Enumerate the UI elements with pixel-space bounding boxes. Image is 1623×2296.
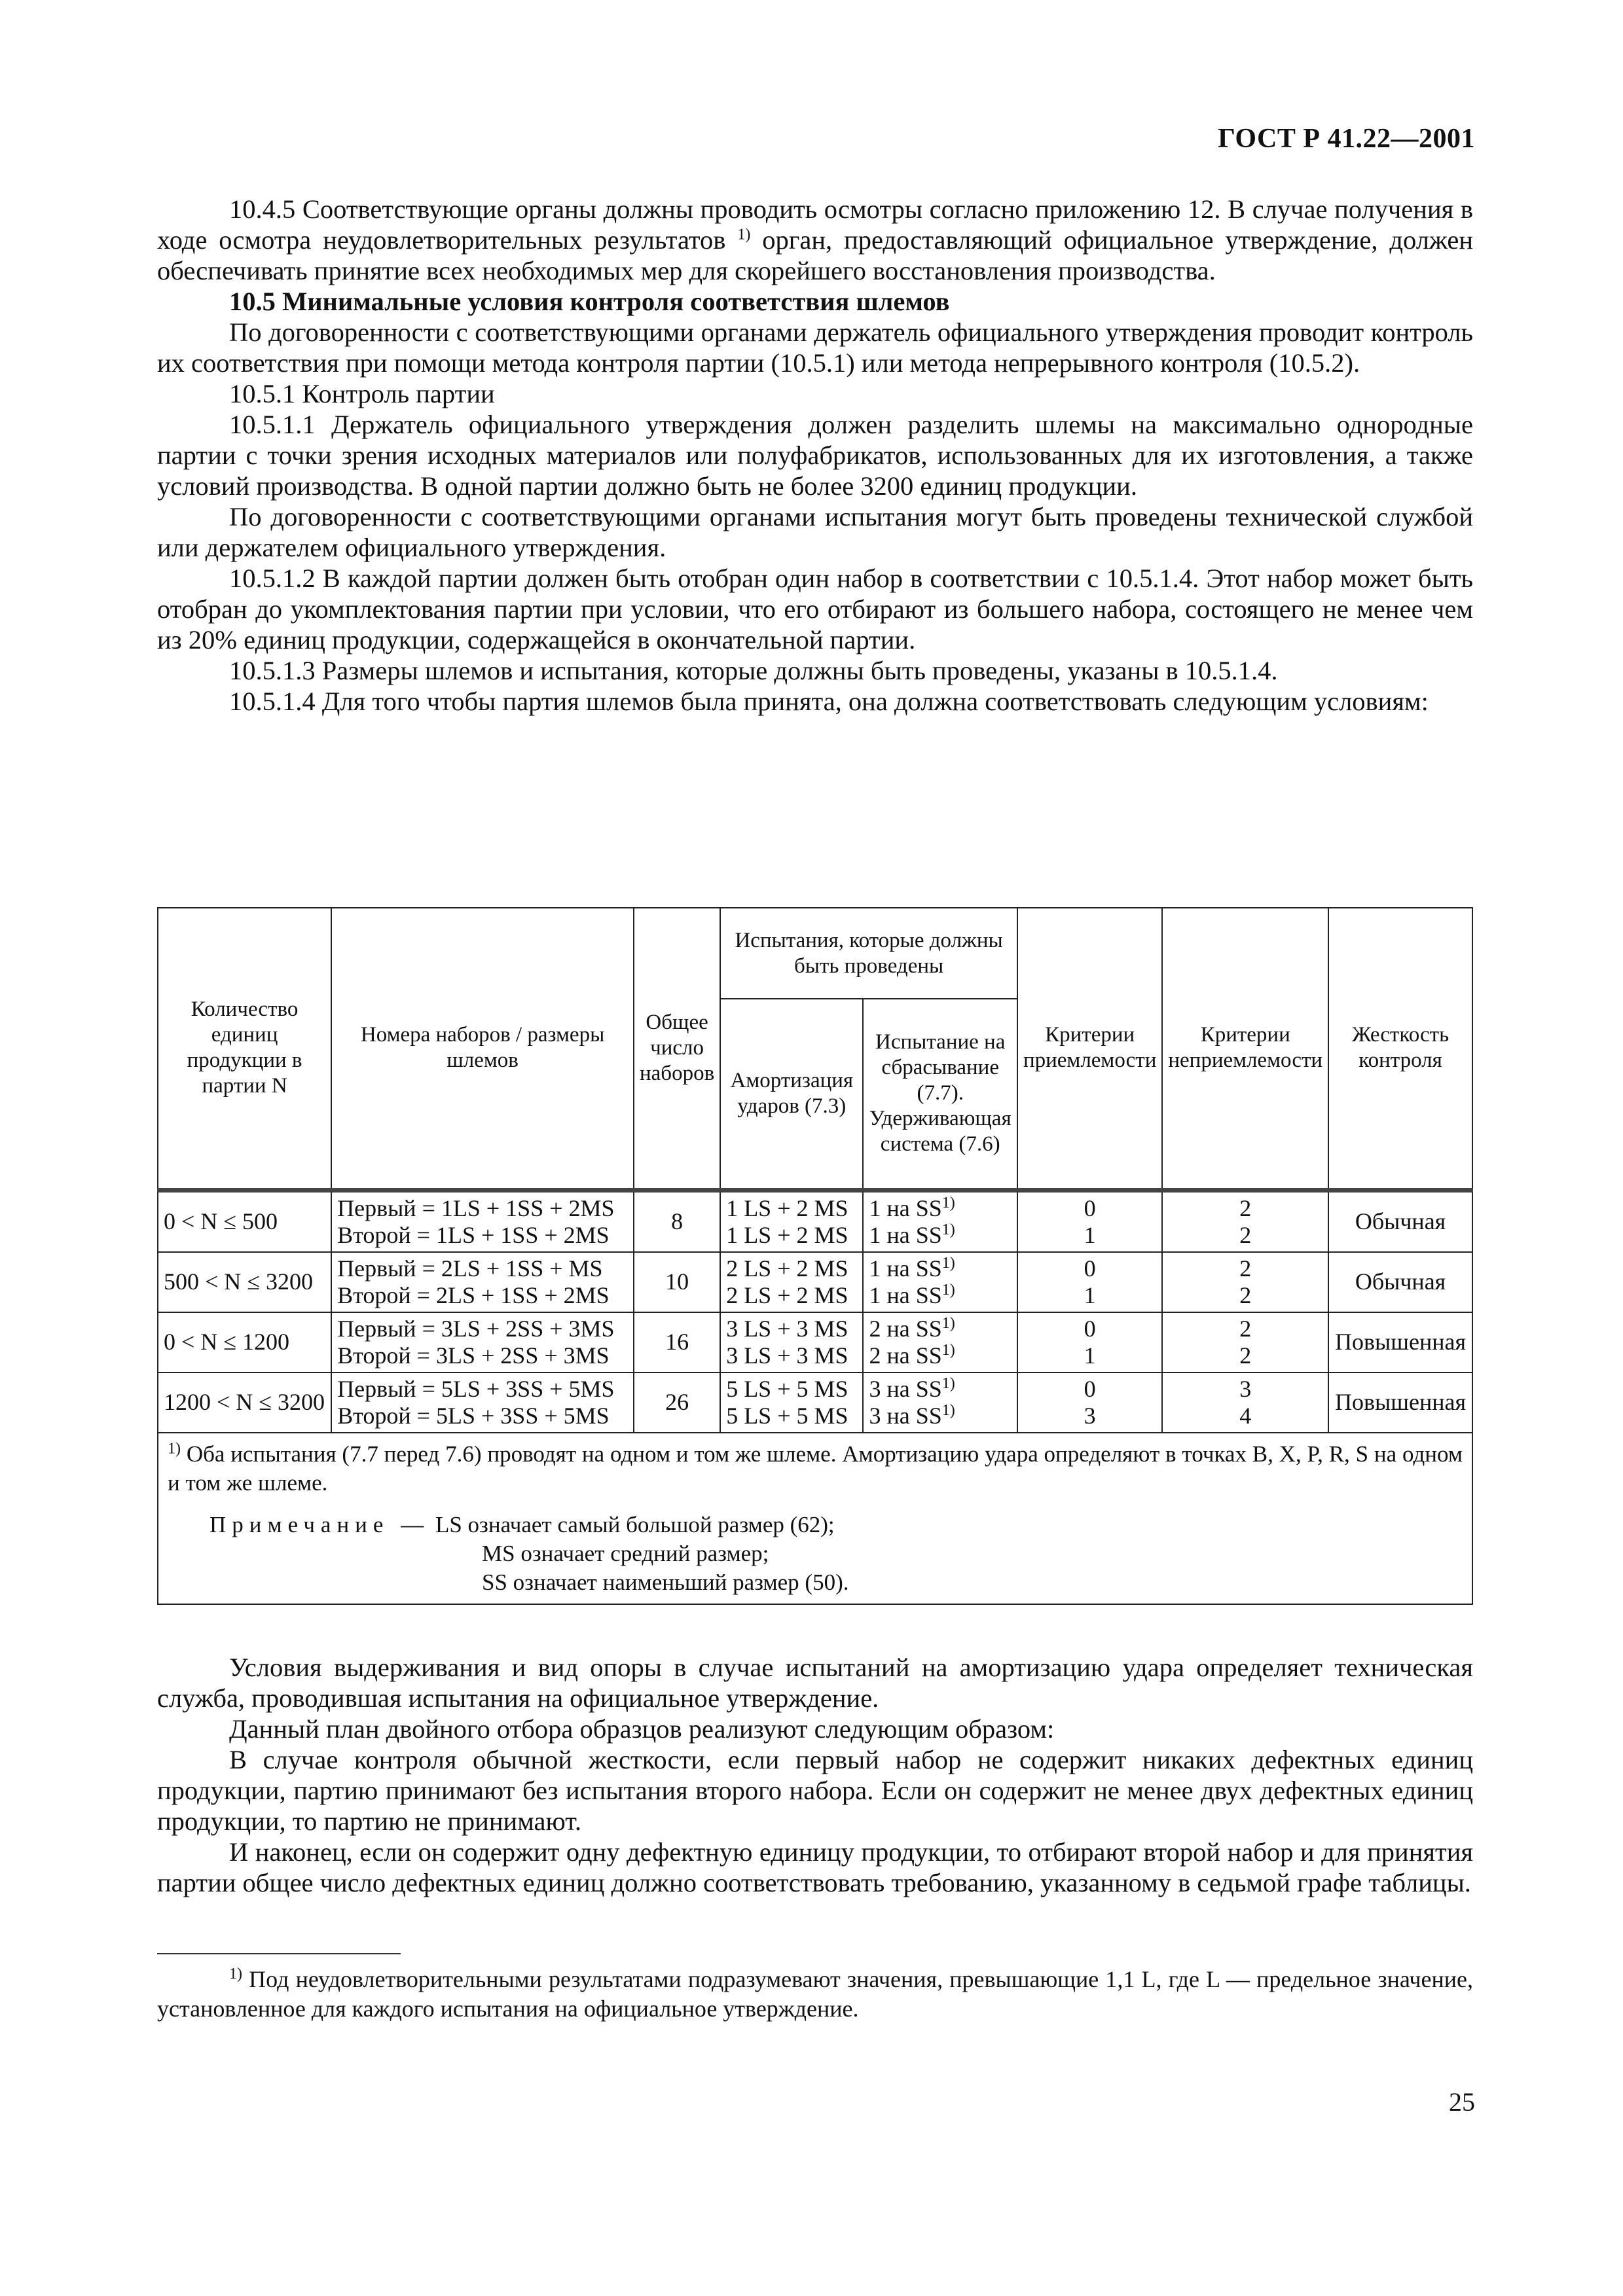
paragraph: 10.5.1.2 В каждой партии должен быть отобран один набор в соответствии с 10.5.1.4. Этот набор может быть отобран до укомплектования партии при условии, что его отбирают из большего набора, состоящего не менее чем из 20% единиц продукции, содержащейся в окончательной партии. [157, 564, 1473, 655]
table-row [158, 1312, 1472, 1372]
header-quantity: Количество единиц продукции в партии N [158, 908, 331, 1190]
paragraph: 10.5.1.4 Для того чтобы партия шлемов была принята, она должна соответствовать следующим условиям: [229, 687, 1429, 716]
table-row [158, 1252, 1472, 1312]
header-sets: Номера наборов / размеры шлемов [331, 908, 634, 1190]
cell-drop: 3 на SS$^{1)}$ 3 на SS$^{1)}$ [863, 1372, 1017, 1433]
footnote-mark: 1) [737, 226, 751, 243]
cell-severity: Обычная [1328, 1252, 1472, 1312]
header-reject: Критерии неприемлемости [1162, 908, 1328, 1190]
header-tests-group: Испытания, которые должны быть проведены [720, 908, 1017, 999]
cell-drop: 2 на SS$^{1)}$ 2 на SS$^{1)}$ [863, 1312, 1017, 1372]
cell-reject: 2 2 [1162, 1312, 1328, 1372]
header-accept: Критерии приемлемости [1017, 908, 1162, 1190]
paragraph: В случае контроля обычной жесткости, если первый набор не содержит никаких дефектных единиц продукции, партию принимают без испытания второго набора. Если он содержит не менее двух дефектных единиц продукции, то партию не принимают. [157, 1745, 1473, 1836]
header-shock: Амортизация ударов (7.3) [720, 999, 863, 1190]
cell-drop: 1 на SS$^{1)}$ 1 на SS$^{1)}$ [863, 1190, 1017, 1252]
cell-reject: 2 2 [1162, 1252, 1328, 1312]
paragraph: 10.5.1 Контроль партии [229, 379, 495, 408]
cell-shock: 1 LS + 2 MS 1 LS + 2 MS [720, 1190, 863, 1252]
header-total: Общее число наборов [634, 908, 720, 1190]
cell-quantity: 0 < N ≤ 500 [158, 1190, 331, 1252]
cell-shock: 2 LS + 2 MS 2 LS + 2 MS [720, 1252, 863, 1312]
cell-quantity: 0 < N ≤ 1200 [158, 1312, 331, 1372]
cell-accept: 0 3 [1017, 1372, 1162, 1433]
cell-shock: 3 LS + 3 MS 3 LS + 3 MS [720, 1312, 863, 1372]
note-label: Примечание — [210, 1511, 430, 1537]
cell-sets: Первый = 5LS + 3SS + 5MS Второй = 5LS + 3SS + 5MS [331, 1372, 634, 1433]
table-row [158, 1372, 1472, 1433]
cell-reject: 2 2 [1162, 1190, 1328, 1252]
section-heading-10-5: 10.5 Минимальные условия контроля соответствия шлемов [229, 287, 950, 316]
cell-drop: 1 на SS$^{1)}$ 1 на SS$^{1)}$ [863, 1252, 1017, 1312]
cell-shock: 5 LS + 5 MS 5 LS + 5 MS [720, 1372, 863, 1433]
cell-quantity: 1200 < N ≤ 3200 [158, 1372, 331, 1433]
paragraph: 10.5.1.1 Держатель официального утверждения должен разделить шлемы на максимально однородные партии с точки зрения исходных материалов или полуфабрикатов, использованных для их изготовления, а также условий производства. В одной партии должно быть не более 3200 единиц продукции. [157, 410, 1473, 501]
cell-severity: Обычная [1328, 1190, 1472, 1252]
table-note: Примечание — LS означает самый большой размер (62); MS означает средний размер; SS означает наименьший размер (50). [210, 1511, 849, 1595]
cell-sets: Первый = 2LS + 1SS + MS Второй = 2LS + 1SS + 2MS [331, 1252, 634, 1312]
paragraph: По договоренности с соответствующими органами держатель официального утверждения проводит контроль их соответствия при помощи метода контроля партии (10.5.1) или метода непрерывного контроля (10.5.2). [157, 317, 1473, 378]
cell-total: 10 [634, 1252, 720, 1312]
paragraph: Условия выдерживания и вид опоры в случае испытаний на амортизацию удара определяет техническая служба, проводившая испытания на официальное утверждение. [157, 1653, 1473, 1713]
cell-quantity: 500 < N ≤ 3200 [158, 1252, 331, 1312]
paragraph-10-4-5: 10.4.5 Соответствующие органы должны проводить осмотры согласно приложению 12. В случае получения в ходе осмотра неудовлетворительных результатов $^{1)}$ орган, предоставляющий официальное утверждение, должен обеспечивать принятие всех необходимых мер для скорейшего восстановления производства. [157, 194, 1474, 285]
cell-accept: 0 1 [1017, 1312, 1162, 1372]
paragraph: 10.5.1.3 Размеры шлемов и испытания, которые должны быть проведены, указаны в 10.5.1.4. [229, 656, 1278, 685]
inspection-table [157, 907, 1473, 1605]
paragraph: Данный план двойного отбора образцов реализуют следующим образом: [229, 1714, 1055, 1744]
cell-sets: Первый = 1LS + 1SS + 2MS Второй = 1LS + 1SS + 2MS [331, 1190, 634, 1252]
page-number: 25 [1449, 2087, 1475, 2117]
paragraph: По договоренности с соответствующими органами испытания могут быть проведены технической службой или держателем официального утверждения. [157, 502, 1473, 562]
body-text-top [157, 194, 1473, 717]
header-drop: Испытание на сбрасывание (7.7). Удерживающая система (7.6) [863, 999, 1017, 1190]
table-footnote-cell [158, 1433, 1472, 1604]
table-row [158, 1190, 1472, 1252]
paragraph: И наконец, если он содержит одну дефектную единицу продукции, то отбирают второй набор и для принятия партии общее число дефектных единиц должно соответствовать требованию, указанному в седьмой графе таблицы. [157, 1837, 1473, 1897]
cell-total: 26 [634, 1372, 720, 1433]
cell-reject: 3 4 [1162, 1372, 1328, 1433]
cell-severity: Повышенная [1328, 1312, 1472, 1372]
cell-accept: 0 1 [1017, 1252, 1162, 1312]
footnote-divider [157, 1953, 401, 1954]
cell-total: 16 [634, 1312, 720, 1372]
table-footnote: $^{1)}$ Оба испытания (7.7 перед 7.6) проводят на одном и том же шлеме. Амортизацию удара определяют в точках B, X, P, R, S на одном и том же шлеме. [168, 1439, 1463, 1496]
cell-total: 8 [634, 1190, 720, 1252]
cell-sets: Первый = 3LS + 2SS + 3MS Второй = 3LS + 2SS + 3MS [331, 1312, 634, 1372]
cell-accept: 0 1 [1017, 1190, 1162, 1252]
header-severity: Жесткость контроля [1328, 908, 1472, 1190]
document-code: ГОСТ Р 41.22—2001 [1218, 124, 1475, 154]
body-text-bottom [157, 1652, 1473, 1898]
page-footnote: $^{1)}$ Под неудовлетворительными результатами подразумевают значения, превышающие 1,1 L, где L — предельное значение, установленное для каждого испытания на официальное утверждение. [157, 1965, 1473, 2022]
cell-severity: Повышенная [1328, 1372, 1472, 1433]
